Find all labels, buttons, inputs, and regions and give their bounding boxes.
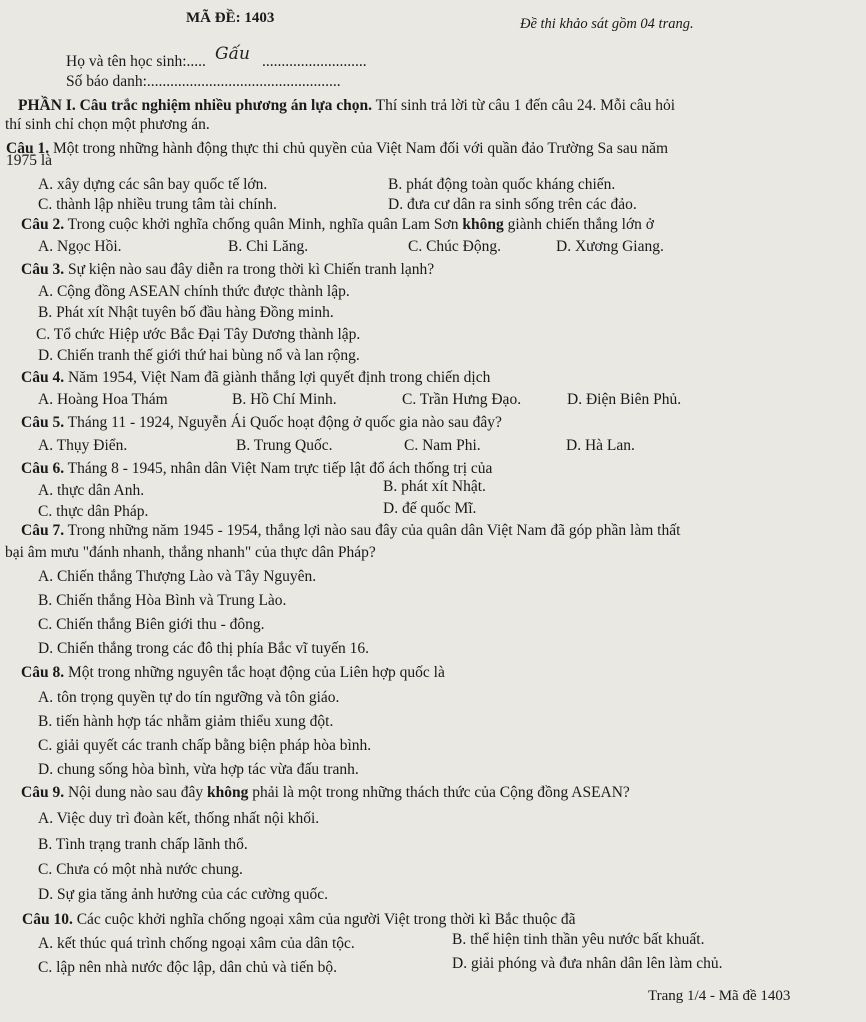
question-8-option-d: D. chung sống hòa bình, vừa hợp tác vừa đấu tranh. [38,761,359,778]
question-7-option-a: A. Chiến thắng Thượng Lào và Tây Nguyên. [38,568,317,585]
question-3-option-b: B. Phát xít Nhật tuyên bố đầu hàng Đồng minh. [38,304,334,321]
part1-instruction: Thí sinh trả lời từ câu 1 đến câu 24. Mỗi câu hỏi [372,97,676,114]
question-1-option-b: B. phát động toàn quốc kháng chiến. [388,176,616,193]
question-6-option-d: D. đế quốc Mĩ. [383,500,477,517]
question-8-stem [21,664,445,682]
question-5-option-c: C. Nam Phi. [404,437,481,454]
question-9-option-b: B. Tình trạng tranh chấp lãnh thổ. [38,836,248,853]
question-4-text: Năm 1954, Việt Nam đã giành thắng lợi quyết định trong chiến dịch [64,369,491,386]
question-7-option-b: B. Chiến thắng Hòa Bình và Trung Lào. [38,592,287,609]
question-1-text: Một trong những hành động thực thi chủ quyền của Việt Nam đối với quần đảo Trường Sa sau năm [49,140,669,157]
question-1-option-d: D. đưa cư dân ra sinh sống trên các đảo. [388,196,637,213]
question-1-option-c: C. thành lập nhiều trung tâm tài chính. [38,196,277,213]
question-10-option-a: A. kết thúc quá trình chống ngoại xâm của dân tộc. [38,935,355,952]
question-7-option-d: D. Chiến thắng trong các đô thị phía Bắc vĩ tuyến 16. [38,640,370,657]
question-8-option-c: C. giải quyết các tranh chấp bằng biện pháp hòa bình. [38,737,372,754]
question-1-option-a: A. xây dựng các sân bay quốc tế lớn. [38,176,268,193]
question-9-label: Câu 9. [21,784,65,801]
question-3-stem [21,261,434,279]
page-count-note: Đề thi khảo sát gồm 04 trang. [520,16,694,32]
question-2-text: Trong cuộc khởi nghĩa chống quân Minh, nghĩa quân Lam Sơn [64,216,463,233]
question-6-text: Tháng 8 - 1945, nhân dân Việt Nam trực tiếp lật đổ ách thống trị của [64,460,493,477]
question-9-stem [21,784,630,802]
question-10-label: Câu 10. [22,911,73,928]
part1-heading [18,97,675,115]
question-5-text: Tháng 11 - 1924, Nguyễn Ái Quốc hoạt động ở quốc gia nào sau đây? [64,414,502,431]
question-3-option-d: D. Chiến tranh thế giới thứ hai bùng nổ và lan rộng. [38,347,360,364]
student-name-label: Họ và tên học sinh:..... [66,53,206,70]
question-8-label: Câu 8. [21,664,65,681]
question-8-text: Một trong những nguyên tắc hoạt động của Liên hợp quốc là [64,664,445,681]
question-8-option-a: A. tôn trọng quyền tự do tín ngưỡng và tôn giáo. [38,689,340,706]
question-9-option-a: A. Việc duy trì đoàn kết, thống nhất nội khối. [38,810,320,827]
part1-instruction-line2: thí sinh chỉ chọn một phương án. [5,116,210,133]
question-10-stem [22,911,576,929]
question-7-option-c: C. Chiến thắng Biên giới thu - đông. [38,616,265,633]
part1-title: PHẦN I. Câu trắc nghiệm nhiều phương án lựa chọn. [18,97,373,114]
question-7-label: Câu 7. [21,522,65,539]
question-9-option-c: C. Chưa có một nhà nước chung. [38,861,243,878]
question-3-option-c: C. Tổ chức Hiệp ước Bắc Đại Tây Dương thành lập. [36,326,361,343]
question-8-option-b: B. tiến hành hợp tác nhằm giảm thiểu xung đột. [38,713,334,730]
question-10-text: Các cuộc khởi nghĩa chống ngoại xâm của người Việt trong thời kì Bắc thuộc đã [72,911,576,928]
question-7-stem-line2: bại âm mưu "đánh nhanh, thắng nhanh" của thực dân Pháp? [5,544,376,561]
student-name-dots: ........................... [262,53,367,70]
question-10-option-b: B. thể hiện tinh thần yêu nước bất khuất. [452,931,705,948]
question-2-label: Câu 2. [21,216,65,233]
question-9-text: Nội dung nào sau đây [64,784,207,801]
question-5-option-a: A. Thụy Điển. [38,437,128,454]
question-9-option-d: D. Sự gia tăng ảnh hưởng của các cường quốc. [38,886,328,903]
question-3-option-a: A. Cộng đồng ASEAN chính thức được thành lập. [38,283,350,300]
question-6-stem [21,460,492,478]
question-9-emphasis: không [207,784,249,801]
question-2-option-b: B. Chi Lăng. [228,238,309,255]
question-10-option-c: C. lập nên nhà nước độc lập, dân chủ và tiến bộ. [38,959,337,976]
question-5-option-b: B. Trung Quốc. [236,437,333,454]
question-5-label: Câu 5. [21,414,65,431]
exam-code: MÃ ĐỀ: 1403 [186,10,275,26]
question-1-stem-line2: 1975 là [6,152,53,169]
question-4-option-c: C. Trần Hưng Đạo. [402,391,522,408]
question-4-label: Câu 4. [21,369,65,386]
page-footer: Trang 1/4 - Mã đề 1403 [648,988,791,1004]
question-9-text-tail: phải là một trong những thách thức của Cộng đồng ASEAN? [248,784,630,801]
question-3-text: Sự kiện nào sau đây diễn ra trong thời kì Chiến tranh lạnh? [64,261,435,278]
question-2-stem [21,216,654,234]
question-3-label: Câu 3. [21,261,65,278]
question-2-option-a: A. Ngọc Hồi. [38,238,122,255]
question-5-stem [21,414,502,432]
question-10-option-d: D. giải phóng và đưa nhân dân lên làm chủ. [452,955,723,972]
question-6-option-b: B. phát xít Nhật. [383,478,486,495]
question-5-option-d: D. Hà Lan. [566,437,635,454]
question-7-text: Trong những năm 1945 - 1954, thắng lợi nào sau đây của quân dân Việt Nam đã góp phần làm thất [64,522,681,539]
question-2-option-d: D. Xương Giang. [556,238,664,255]
question-6-option-a: A. thực dân Anh. [38,482,145,499]
question-4-option-b: B. Hồ Chí Minh. [232,391,337,408]
question-2-emphasis: không [462,216,504,233]
question-1-stem [6,140,668,158]
question-4-option-a: A. Hoàng Hoa Thám [38,391,168,408]
question-7-stem [21,522,680,540]
question-4-stem [21,369,490,387]
question-6-label: Câu 6. [21,460,65,477]
question-4-option-d: D. Điện Biên Phủ. [567,391,682,408]
candidate-number-label: Số báo danh:.................................................. [66,73,341,90]
student-name-signature: Gấu [215,44,250,64]
question-1-label: Câu 1. [6,140,50,157]
question-2-option-c: C. Chúc Động. [408,238,501,255]
question-6-option-c: C. thực dân Pháp. [38,503,149,520]
question-2-text-tail: giành chiến thắng lớn ở [503,216,654,233]
